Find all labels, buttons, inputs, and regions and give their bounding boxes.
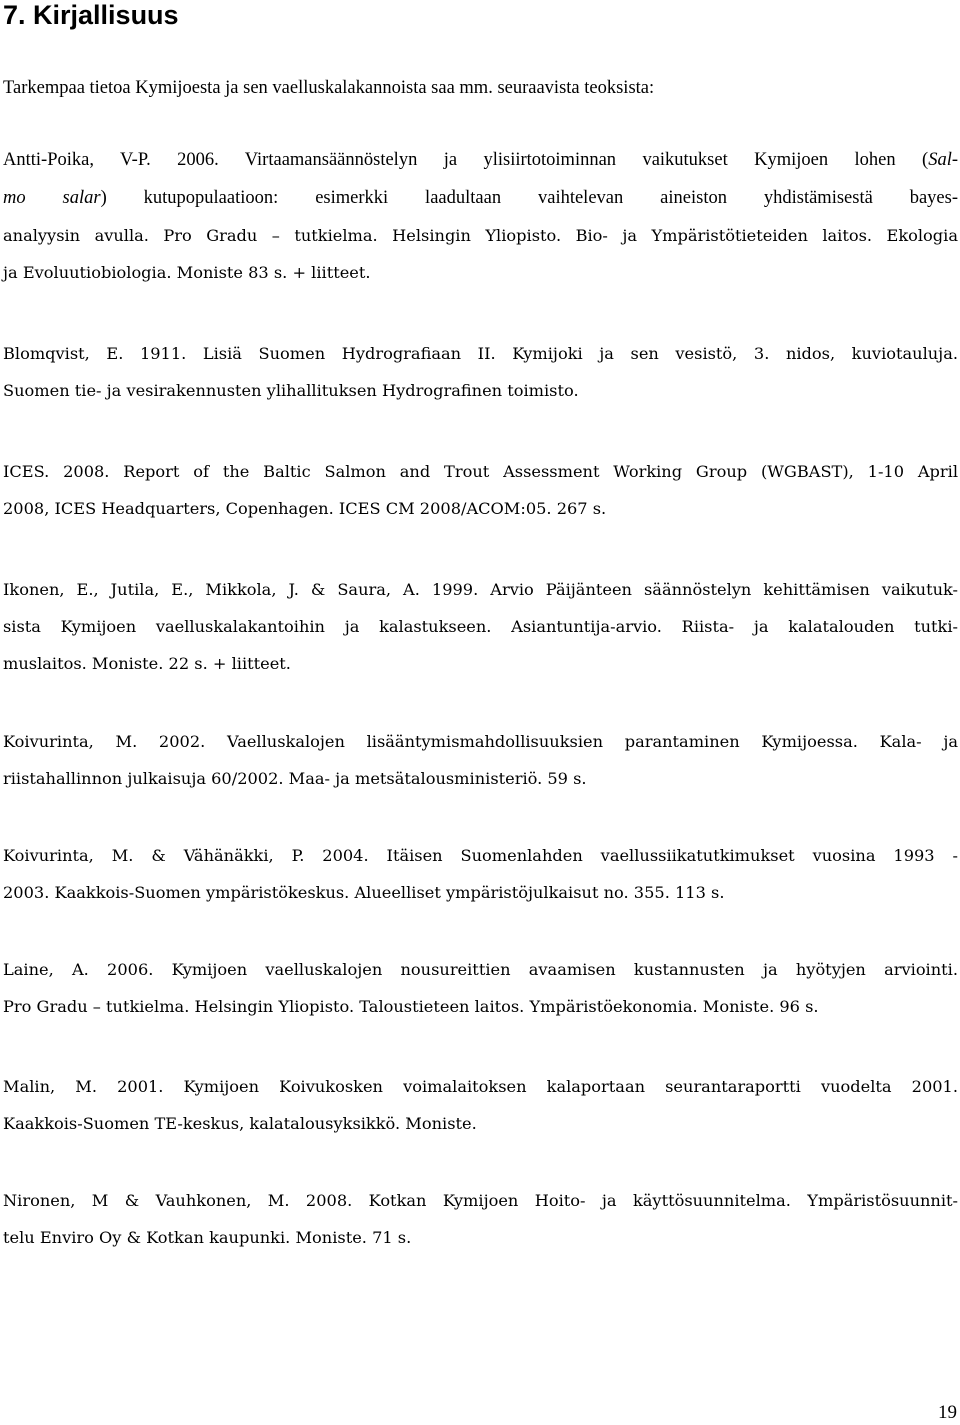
reference-line: Koivurinta, M. & Vähänäkki, P. 2004. Itäisen Suomenlahden vaellussiikatutkimukset vuosina 1993 - (3, 846, 958, 865)
reference-line: ICES. 2008. Report of the Baltic Salmon and Trout Assessment Working Group (WGBAST), 1-10 April (3, 462, 958, 481)
section-heading: 7. Kirjallisuus (3, 0, 179, 30)
reference-item (3, 142, 958, 291)
reference-italic-text: Sal- (928, 150, 958, 170)
reference-line: Nironen, M & Vauhkonen, M. 2008. Kotkan Kymijoen Hoito- ja käyttösuunnitelma. Ympäristösuunnit- (3, 1191, 958, 1210)
reference-text: ja Evoluutiobiologia. Moniste 83 s. + liitteet. (3, 263, 371, 283)
reference-line: Ikonen, E., Jutila, E., Mikkola, J. & Saura, A. 1999. Arvio Päijänteen säännöstelyn kehittämisen vaikutuk- (3, 580, 958, 599)
reference-line: telu Enviro Oy & Kotkan kaupunki. Moniste. 71 s. (3, 1228, 412, 1248)
reference-line: 2003. Kaakkois-Suomen ympäristökeskus. Alueelliset ympäristöjulkaisut no. 355. 113 s. (3, 883, 725, 903)
reference-line: Pro Gradu – tutkielma. Helsingin Yliopisto. Taloustieteen laitos. Ympäristöekonomia. Moniste. 96 s. (3, 997, 819, 1017)
reference-item (3, 1068, 958, 1142)
reference-text: ) kutupopulaatioon: esimerkki laadultaan vaihtelevan aineiston yhdistämisestä bayes- (100, 187, 958, 208)
reference-line: riistahallinnon julkaisuja 60/2002. Maa- ja metsätalousministeriö. 59 s. (3, 769, 587, 789)
reference-line: sista Kymijoen vaelluskalakantoihin ja kalastukseen. Asiantuntija-arvio. Riista- ja kalatalouden tutki- (3, 617, 958, 637)
reference-line: Suomen tie- ja vesirakennusten ylihallituksen Hydrografinen toimisto. (3, 381, 579, 401)
reference-line: Blomqvist, E. 1911. Lisiä Suomen Hydrografiaan II. Kymijoki ja sen vesistö, 3. nidos, kuviotauluja. (3, 344, 958, 363)
reference-line: 2008, ICES Headquarters, Copenhagen. ICES CM 2008/ACOM:05. 267 s. (3, 499, 607, 519)
reference-item (3, 951, 958, 1025)
reference-item (3, 571, 958, 683)
reference-item (3, 837, 958, 911)
intro-paragraph: Tarkempaa tietoa Kymijoesta ja sen vaelluskalakannoista saa mm. seuraavista teoksista: (3, 78, 655, 98)
reference-line (3, 142, 958, 180)
reference-item (3, 723, 958, 797)
reference-text: Antti-Poika, V-P. 2006. Virtaamansäännöstelyn ja ylisiirtotoiminnan vaikutukset Kymijoen lohen ( (3, 150, 929, 170)
reference-line: Malin, M. 2001. Kymijoen Koivukosken voimalaitoksen kalaportaan seurantaraportti vuodelta 2001. (3, 1077, 958, 1096)
page-number: 19 (938, 1402, 957, 1423)
reference-text: analyysin avulla. Pro Gradu – tutkielma. Helsingin Yliopisto. Bio- ja Ympäristötieteiden laitos. Ekologia (3, 226, 958, 245)
reference-item (3, 1182, 958, 1256)
reference-line (3, 217, 958, 254)
reference-item (3, 335, 958, 409)
reference-line: Kaakkois-Suomen TE-keskus, kalatalousyksikkö. Moniste. (3, 1114, 477, 1134)
reference-italic-text: mo salar (3, 187, 101, 208)
reference-line: Koivurinta, M. 2002. Vaelluskalojen lisääntymismahdollisuuksien parantaminen Kymijoessa. Kala- ja (3, 732, 958, 751)
reference-item (3, 453, 958, 527)
reference-line (3, 254, 958, 291)
reference-line: muslaitos. Moniste. 22 s. + liitteet. (3, 654, 291, 674)
reference-line (3, 180, 958, 218)
reference-line: Laine, A. 2006. Kymijoen vaelluskalojen nousureittien avaamisen kustannusten ja hyötyjen arviointi. (3, 960, 958, 979)
